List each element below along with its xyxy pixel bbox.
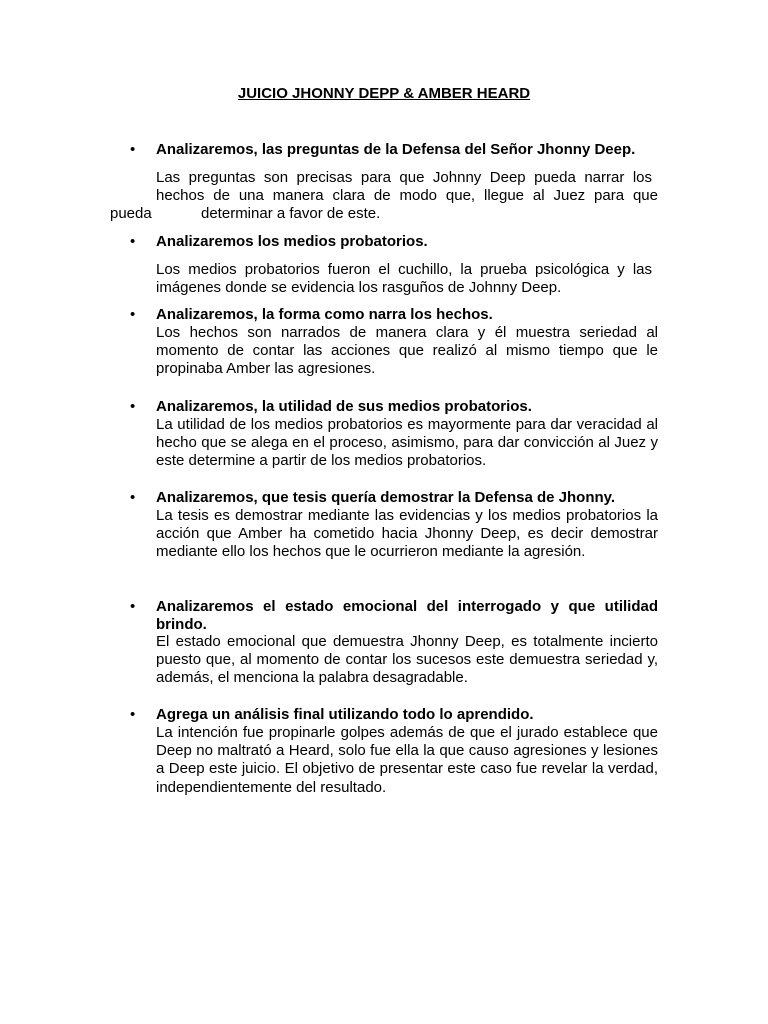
bullet-icon: • xyxy=(130,598,136,615)
bullet-icon: • xyxy=(130,233,136,250)
section-heading: Analizaremos los medios probatorios. xyxy=(156,233,428,250)
bullet-icon: • xyxy=(130,306,136,323)
section-body: Los hechos son narrados de manera clara y él muestra seriedad al momento de contar las acciones que realizó al mismo tiempo que le propinaba Amber las agresiones. xyxy=(156,324,658,378)
body-line: determinar a favor de este. xyxy=(201,205,381,222)
section-body: La utilidad de los medios probatorios es mayormente para dar veracidad al hecho que se alega en el proceso, asimismo, para dar convicción al Juez y este determine a partir de los medios probatorios. xyxy=(156,416,658,470)
section-body: La intención fue propinarle golpes además de que el jurado establece que Deep no maltrató a Heard, solo fue ella la que causo agresiones y lesiones a Deep este juicio. El objetivo de presentar este caso fue revelar la verdad, independientemente del resultado. xyxy=(156,724,658,796)
section-body: La tesis es demostrar mediante las evidencias y los medios probatorios la acción que Amber ha cometido hacia Jhonny Deep, es decir demostrar mediante ello los hechos que le ocurrieron mediante la agresión. xyxy=(156,507,658,561)
bullet-icon: • xyxy=(130,141,136,158)
bullet-icon: • xyxy=(130,398,136,415)
section-heading: Analizaremos, que tesis quería demostrar la Defensa de Jhonny. xyxy=(156,489,616,506)
bullet-icon: • xyxy=(130,489,136,506)
bullet-icon: • xyxy=(130,706,136,723)
section-heading: Analizaremos el estado emocional del interrogado y que utilidad brindo. xyxy=(156,598,658,634)
body-line: hechos de una manera clara de modo que, llegue al Juez para que xyxy=(156,187,658,204)
section-heading: Analizaremos, las preguntas de la Defensa del Señor Jhonny Deep. xyxy=(156,141,636,158)
body-line: Las preguntas son precisas para que Johnny Deep pueda narrar los xyxy=(156,169,652,186)
section-body: Los medios probatorios fueron el cuchillo, la prueba psicológica y las imágenes donde se evidencia los rasguños de Johnny Deep. xyxy=(156,261,652,297)
section-body: El estado emocional que demuestra Jhonny Deep, es totalmente incierto puesto que, al momento de contar los sucesos este demuestra seriedad y, además, el menciona la palabra desagradable. xyxy=(156,633,658,687)
section-heading: Agrega un análisis final utilizando todo lo aprendido. xyxy=(156,706,534,723)
document-title: JUICIO JHONNY DEPP & AMBER HEARD xyxy=(237,85,531,102)
section-heading: Analizaremos, la utilidad de sus medios probatorios. xyxy=(156,398,532,415)
body-line: pueda xyxy=(110,205,152,222)
section-heading: Analizaremos, la forma como narra los hechos. xyxy=(156,306,493,323)
